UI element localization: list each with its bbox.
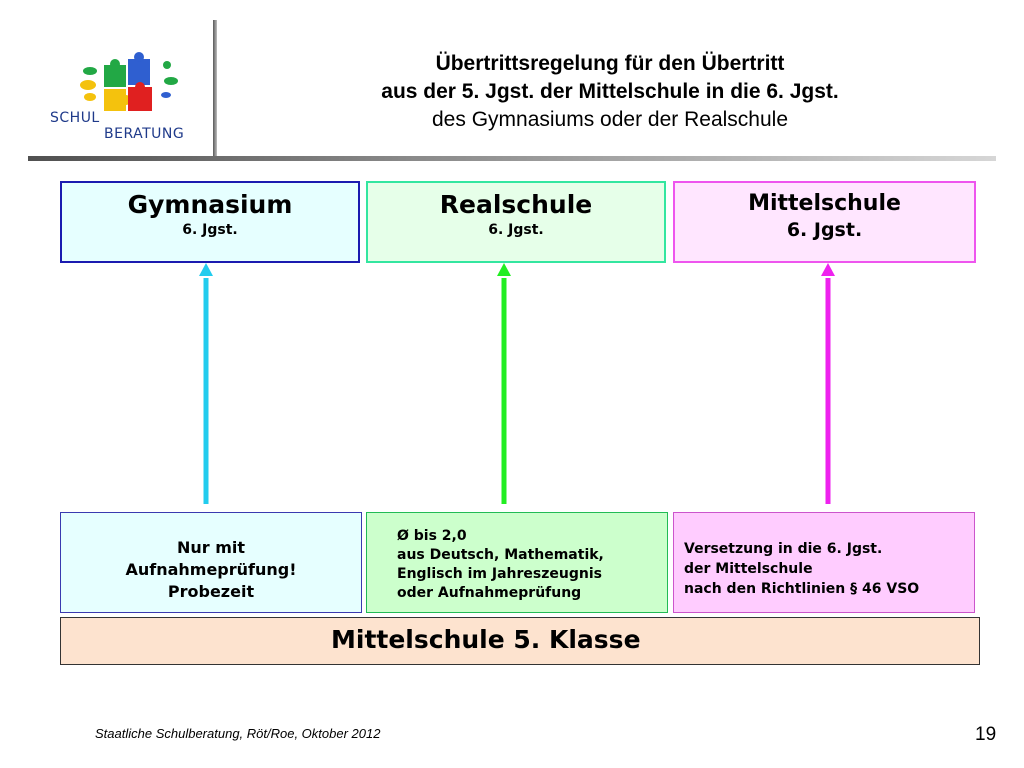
- condition-box-gymnasium: [60, 512, 362, 613]
- target-name-realschule: Realschule: [439, 190, 593, 219]
- title-line-1: Übertrittsregelung für den Übertritt: [435, 52, 785, 75]
- condition-text: oder Aufnahmeprüfung: [397, 585, 582, 601]
- base-box-mittelschule-5: [60, 617, 980, 665]
- page-number: 19: [975, 724, 997, 745]
- target-name-mittelschule: Mittelschule: [748, 191, 901, 216]
- condition-text: Englisch im Jahreszeugnis: [397, 566, 602, 582]
- header-horizontal-divider: [28, 156, 996, 161]
- target-box-mittelschule: [673, 181, 976, 263]
- target-grade-gymnasium: 6. Jgst.: [182, 222, 238, 238]
- schulberatung-logo: [40, 45, 200, 150]
- arrow-to-mittelschule: [821, 263, 835, 504]
- condition-text: der Mittelschule: [684, 561, 813, 577]
- title-line-3: des Gymnasiums oder der Realschule: [432, 108, 788, 131]
- footer-credit: Staatliche Schulberatung, Röt/Roe, Oktober 2012: [95, 726, 381, 741]
- arrow-to-realschule: [497, 263, 511, 504]
- condition-text: Probezeit: [167, 582, 255, 601]
- target-grade-mittelschule: 6. Jgst.: [786, 219, 863, 241]
- condition-text: Versetzung in die 6. Jgst.: [684, 541, 883, 557]
- condition-text: aus Deutsch, Mathematik,: [397, 547, 604, 563]
- target-box-realschule: [366, 181, 666, 263]
- condition-box-realschule: [366, 512, 668, 613]
- target-box-gymnasium: [60, 181, 360, 263]
- condition-text: Aufnahmeprüfung!: [125, 560, 297, 579]
- condition-text: Nur mit: [176, 538, 246, 557]
- target-name-gymnasium: Gymnasium: [127, 190, 293, 219]
- slide-title: [230, 50, 990, 134]
- logo-word-beratung: BERATUNG: [104, 126, 185, 142]
- base-label: Mittelschule 5. Klasse: [331, 625, 641, 654]
- header-vertical-divider: [213, 20, 217, 158]
- title-line-2: aus der 5. Jgst. der Mittelschule in die 6. Jgst.: [381, 80, 839, 103]
- condition-box-mittelschule: [673, 512, 975, 613]
- arrow-to-gymnasium: [199, 263, 213, 504]
- condition-text: nach den Richtlinien § 46 VSO: [684, 581, 920, 597]
- condition-text: Ø bis 2,0: [397, 528, 467, 544]
- logo-word-schul: SCHUL: [50, 110, 100, 126]
- target-grade-realschule: 6. Jgst.: [488, 222, 544, 238]
